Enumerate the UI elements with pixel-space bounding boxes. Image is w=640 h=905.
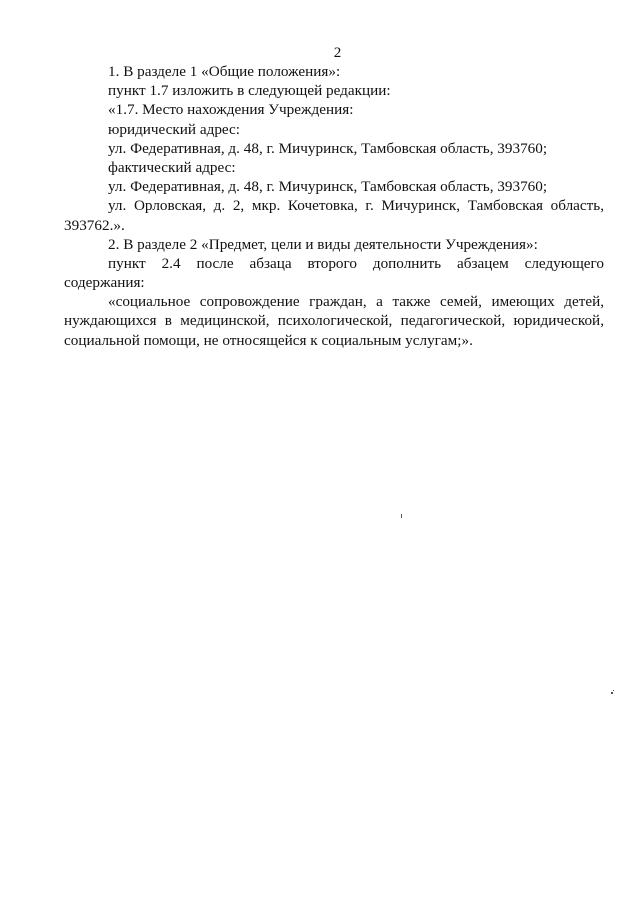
new-paragraph-line-2: нуждающихся в медицинской, психологической, педагогической, юридической, [64, 312, 604, 330]
section-1-heading: 1. В разделе 1 «Общие положения»: [108, 63, 341, 80]
scan-speck [401, 514, 402, 518]
clause-1-7-title: «1.7. Место нахождения Учреждения: [108, 101, 354, 119]
actual-address-value-1: ул. Федеративная, д. 48, г. Мичуринск, Тамбовская область, 393760; [108, 178, 548, 196]
actual-address-value-2: ул. Орловская, д. 2, мкр. Кочетовка, г. Мичуринск, Тамбовская область, [108, 197, 604, 215]
actual-address-value-2-cont: 393762.». [64, 216, 125, 234]
actual-address-label: фактический адрес: [108, 158, 236, 176]
page-number: 2 [333, 45, 342, 61]
legal-address-label: юридический адрес: [108, 120, 240, 138]
clause-2-4-instruction-cont: содержания: [64, 274, 145, 292]
legal-address-value: ул. Федеративная, д. 48, г. Мичуринск, Тамбовская область, 393760; [108, 139, 548, 157]
scan-speck [611, 692, 613, 694]
scan-speck [613, 690, 614, 691]
new-paragraph-line-3: социальной помощи, не относящейся к социальным услугам;». [64, 331, 473, 349]
clause-1-7-instruction: пункт 1.7 изложить в следующей редакции: [108, 82, 391, 100]
clause-2-4-instruction: пункт 2.4 после абзаца второго дополнить абзацем следующего [108, 254, 604, 272]
new-paragraph-line-1: «социальное сопровождение граждан, а также семей, имеющих детей, [108, 293, 604, 311]
section-2-heading: 2. В разделе 2 «Предмет, цели и виды деятельности Учреждения»: [108, 235, 538, 253]
document-body [64, 62, 604, 350]
